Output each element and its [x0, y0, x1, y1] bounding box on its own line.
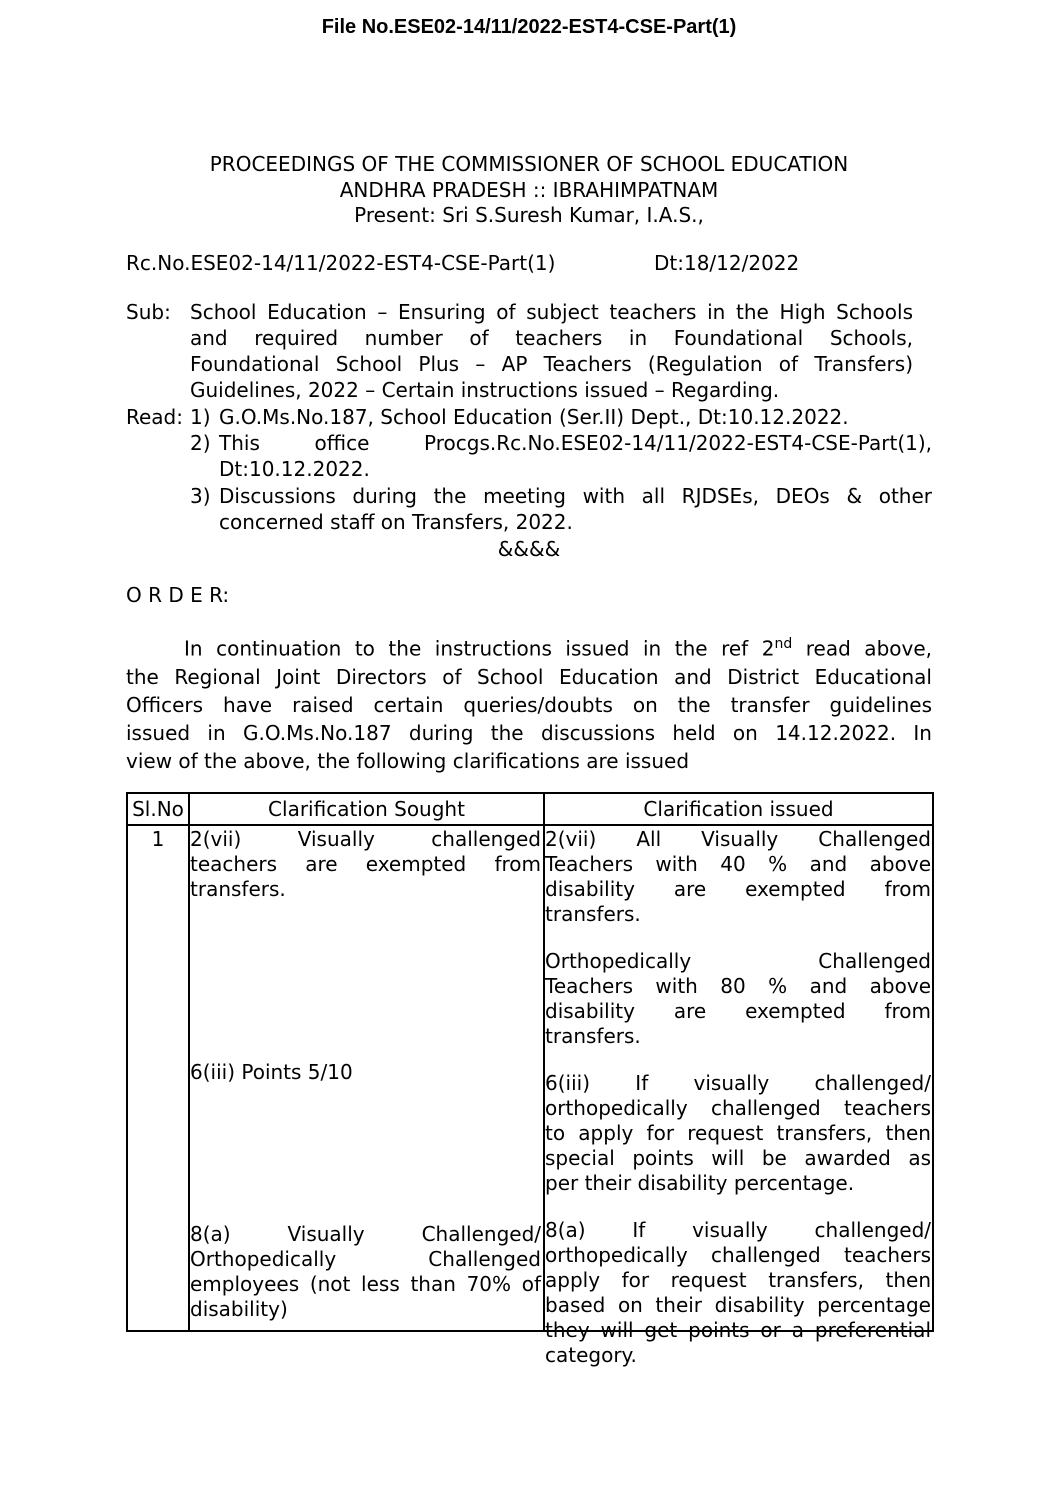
subject-text	[190, 299, 913, 403]
issued-line: Teachers with 40 % and above	[545, 852, 931, 876]
subject-line: Guidelines, 2022 – Certain instructions issued – Regarding.	[190, 378, 780, 402]
issued-line: transfers.	[545, 902, 641, 926]
sought-line: employees (not less than 70% of	[190, 1272, 541, 1296]
read-item-number: 2)	[190, 431, 211, 455]
read-item-2	[190, 430, 932, 482]
sought-line: 2(vii) Visually challenged	[190, 827, 541, 851]
rc-date: Dt:18/12/2022	[654, 251, 800, 275]
sought-line: 8(a) Visually Challenged/	[190, 1222, 541, 1246]
read-item-number: 1)	[190, 405, 211, 429]
proceedings-title: PROCEEDINGS OF THE COMMISSIONER OF SCHOOL EDUCATION	[209, 152, 849, 176]
issued-line: 8(a) If visually challenged/	[545, 1218, 931, 1242]
issued-line: based on their disability percentage	[545, 1293, 931, 1317]
header-clarification-issued: Clarification issued	[643, 797, 834, 821]
issued-line: Orthopedically Challenged	[545, 949, 931, 973]
read-item-text: G.O.Ms.No.187, School Education (Ser.II) Dept., Dt:10.12.2022.	[219, 405, 849, 429]
paragraph-line: the Regional Joint Directors of School Education and District Educational	[126, 664, 932, 689]
sought-line: transfers.	[190, 877, 286, 901]
sought-line: 6(iii) Points 5/10	[190, 1060, 353, 1084]
file-number: File No.ESE02-14/11/2022-EST4-CSE-Part(1)	[321, 16, 737, 38]
issued-line: orthopedically challenged teachers	[545, 1096, 931, 1120]
subject-label: Sub:	[126, 300, 171, 324]
clarification-table	[126, 792, 934, 1367]
issued-item-1	[545, 827, 931, 927]
sought-item-2	[190, 1060, 541, 1085]
read-item-text: Discussions during the meeting with all RJDSEs, DEOs & other	[219, 484, 932, 508]
present-officer: Present: Sri S.Suresh Kumar, I.A.S.,	[354, 203, 704, 227]
issued-item-3	[545, 1071, 931, 1196]
subject-line: School Education – Ensuring of subject teachers in the High Schools	[190, 300, 913, 324]
issued-line: orthopedically challenged teachers	[545, 1243, 931, 1267]
sought-line: Orthopedically Challenged	[190, 1247, 541, 1271]
paragraph-line: In continuation to the instructions issued in the ref 2nd read above,	[184, 636, 932, 661]
read-item-text: Dt:10.12.2022.	[219, 457, 370, 481]
issued-line: category.	[545, 1343, 637, 1367]
issued-line: 6(iii) If visually challenged/	[545, 1071, 931, 1095]
office-location: ANDHRA PRADESH :: IBRAHIMPATNAM	[339, 178, 719, 202]
issued-item-2	[545, 949, 931, 1049]
read-item-3	[190, 483, 932, 535]
issued-line: special points will be awarded as	[545, 1146, 931, 1170]
read-item-text: This office Procgs.Rc.No.ESE02-14/11/2022-EST4-CSE-Part(1),	[219, 431, 932, 455]
paragraph-line: issued in G.O.Ms.No.187 during the discussions held on 14.12.2022. In	[126, 720, 932, 745]
issued-line: they will get points or a preferential	[545, 1318, 931, 1342]
issued-item-4	[545, 1218, 931, 1368]
separator: &&&&	[497, 537, 561, 561]
issued-line: to apply for request transfers, then	[545, 1121, 931, 1145]
header-divider	[128, 824, 932, 826]
issued-line: transfers.	[545, 1024, 641, 1048]
order-label: O R D E R:	[126, 583, 230, 607]
issued-line: per their disability percentage.	[545, 1171, 855, 1195]
header-sl-no: Sl.No	[132, 797, 184, 821]
sought-line: disability)	[190, 1297, 288, 1321]
sought-item-3	[190, 1222, 541, 1322]
read-item-text: concerned staff on Transfers, 2022.	[219, 510, 573, 534]
issued-line: disability are exempted from	[545, 999, 931, 1023]
subject-line: and required number of teachers in Foundational Schools,	[190, 326, 913, 350]
sl-no-cell: 1	[151, 827, 165, 851]
issued-line: 2(vii) All Visually Challenged	[545, 827, 931, 851]
issued-line: apply for request transfers, then	[545, 1268, 931, 1292]
header-clarification-sought: Clarification Sought	[268, 797, 465, 821]
rc-number: Rc.No.ESE02-14/11/2022-EST4-CSE-Part(1)	[126, 251, 556, 275]
issued-line: disability are exempted from	[545, 877, 931, 901]
sought-line: teachers are exempted from	[190, 852, 541, 876]
paragraph-line: Officers have raised certain queries/doubts on the transfer guidelines	[126, 692, 932, 717]
read-label: Read:	[126, 405, 183, 429]
paragraph-line: view of the above, the following clarifications are issued	[126, 748, 690, 773]
subject-line: Foundational School Plus – AP Teachers (Regulation of Transfers)	[190, 352, 913, 376]
read-item-number: 3)	[190, 484, 211, 508]
order-paragraph	[126, 630, 932, 775]
issued-line: Teachers with 80 % and above	[545, 974, 931, 998]
read-item-1	[190, 404, 932, 430]
sought-item-1	[190, 827, 541, 902]
